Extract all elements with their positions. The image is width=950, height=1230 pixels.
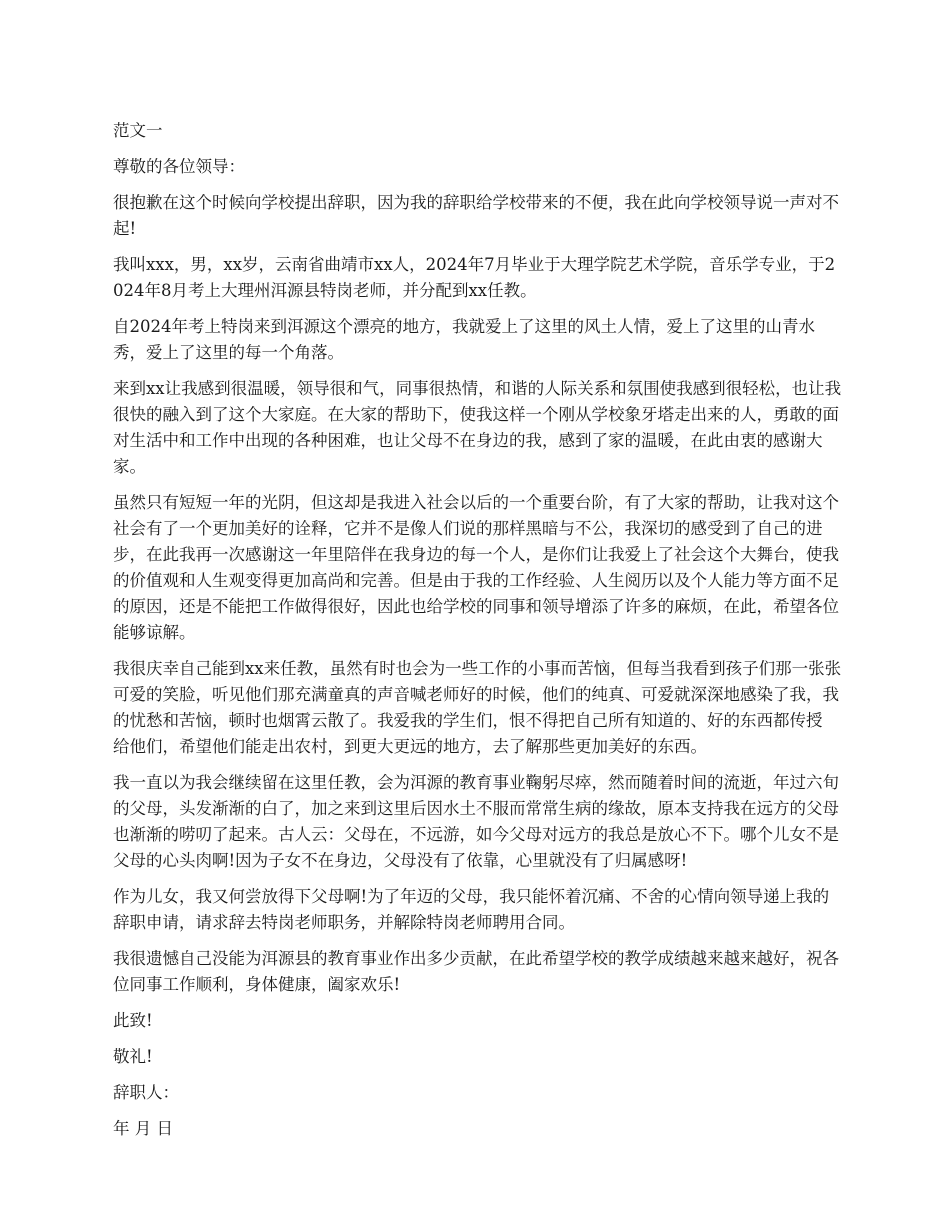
closing-line-2: 敬礼!	[113, 1047, 153, 1066]
paragraph-parents: 我一直以为我会继续留在这里任教，会为洱源的教育事业鞠躬尽瘁，然而随着时间的流逝，年过六旬的父母，头发渐渐的白了，加之来到这里后因水土不服而常常生病的缘故，原本支持我在远方的父母也渐渐的唠叨了起来。古人云：父母在，不远游，如今父母对远方的我总是放心不下。哪个儿女不是父母的心头肉啊!因为子女不在身边，父母没有了依靠，心里就没有了归属感呀!	[113, 773, 839, 870]
salutation: 尊敬的各位领导：	[113, 157, 245, 176]
paragraph-resignation-request: 作为儿女，我又何尝放得下父母啊!为了年迈的父母，我只能怀着沉痛、不舍的心情向领导递上我的辞职申请，请求辞去特岗老师职务，并解除特岗老师聘用合同。	[113, 887, 830, 932]
paragraph-growth: 虽然只有短短一年的光阴，但这却是我进入社会以后的一个重要台阶，有了大家的帮助，让我对这个社会有了一个更加美好的诠释，它并不是像人们说的那样黑暗与不公，我深切的感受到了自己的进步，在此我再一次感谢这一年里陪伴在我身边的每一个人，是你们让我爱上了社会这个大舞台，使我的价值观和人生观变得更加高尚和完善。但是由于我的工作经验、人生阅历以及个人能力等方面不足的原因，还是不能把工作做得很好，因此也给学校的同事和领导增添了许多的麻烦，在此，希望各位能够谅解。	[113, 493, 839, 642]
paragraph-gratitude: 来到xx让我感到很温暖，领导很和气，同事很热情，和谐的人际关系和氛围使我感到很轻松，也让我很快的融入到了这个大家庭。在大家的帮助下，使我这样一个刚从学校象牙塔走出来的人，勇敢的面对生活中和工作中出现的各种困难，也让父母不在身边的我，感到了家的温暖，在此由衷的感谢大家。	[113, 379, 842, 476]
paragraph-apology: 很抱歉在这个时候向学校提出辞职，因为我的辞职给学校带来的不便，我在此向学校领导说一声对不起!	[113, 193, 839, 238]
date-label: 年 月 日	[113, 1119, 173, 1138]
paragraph-arrival: 自2024年考上特岗来到洱源这个漂亮的地方，我就爱上了这里的风土人情，爱上了这里的山青水秀，爱上了这里的每一个角落。	[113, 317, 815, 362]
document-heading: 范文一	[113, 121, 163, 140]
paragraph-wishes: 我很遗憾自己没能为洱源县的教育事业作出多少贡献，在此希望学校的教学成绩越来越来越好，祝各位同事工作顺利，身体健康，阖家欢乐!	[113, 949, 839, 994]
signature-label: 辞职人：	[113, 1083, 179, 1102]
paragraph-students: 我很庆幸自己能到xx来任教，虽然有时也会为一些工作的小事而苦恼，但每当我看到孩子们那一张张可爱的笑脸，听见他们那充满童真的声音喊老师好的时候，他们的纯真、可爱就深深地感染了我，我的忧愁和苦恼，顿时也烟霄云散了。我爱我的学生们，恨不得把自己所有知道的、好的东西都传授 给他们，希望他们能走出农村，到更大更远的地方，去了解那些更加美好的东西。	[113, 659, 842, 756]
letter-body	[113, 118, 843, 1152]
paragraph-introduction: 我叫xxx，男，xx岁，云南省曲靖市xx人，2024年7月毕业于大理学院艺术学院，音乐学专业，于2024年8月考上大理州洱源县特岗老师，并分配到xx任教。	[113, 255, 836, 300]
closing-line-1: 此致!	[113, 1011, 153, 1030]
